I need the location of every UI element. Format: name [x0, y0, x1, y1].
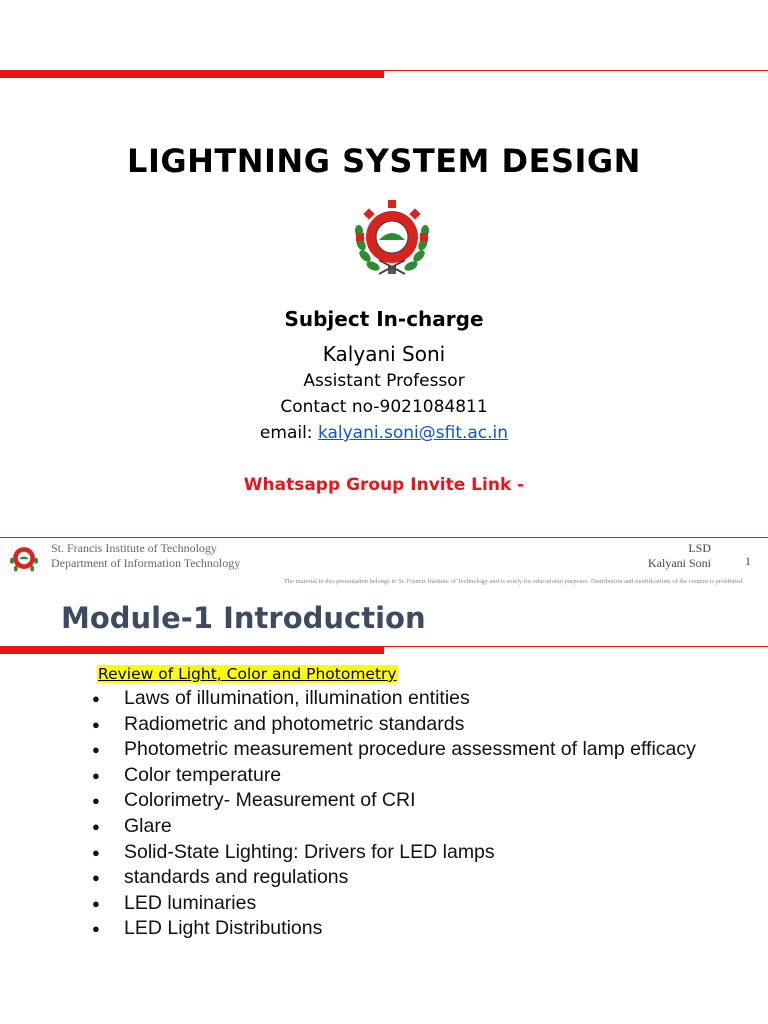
- subject-incharge-label: Subject In-charge: [284, 307, 484, 331]
- list-item: ● LED Light Distributions: [92, 916, 728, 942]
- list-item: ● Photometric measurement procedure assessment of lamp efficacy: [92, 737, 728, 763]
- faculty-designation: Assistant Professor: [303, 371, 465, 391]
- module-accent-bar-thick: [0, 646, 384, 654]
- contact-number: Contact no-9021084811: [280, 397, 488, 417]
- footer-emblem-icon: [8, 542, 40, 574]
- footer-subject-block: [648, 541, 711, 571]
- presentation-title: LIGHTNING SYSTEM DESIGN: [127, 142, 641, 180]
- whatsapp-invite-link[interactable]: Whatsapp Group Invite Link -: [243, 475, 525, 495]
- footer-subject-code: LSD: [688, 541, 711, 555]
- email-label: email:: [259, 423, 318, 443]
- module-accent-bar-thin: [384, 646, 768, 647]
- footer-disclaimer: The material in this presentation belongs to St. Francis Institute of Technology and is solely for educational purposes. Distribution and modifications of the content is prohibited.: [283, 578, 744, 585]
- top-accent-bar-thick: [0, 70, 384, 78]
- page-number: 1: [745, 554, 751, 568]
- list-item: ● Color temperature: [92, 763, 728, 789]
- footer-institute-name: St. Francis Institute of Technology: [51, 541, 217, 555]
- topic-list: [92, 686, 728, 942]
- email-line: [0, 423, 768, 443]
- email-link[interactable]: kalyani.soni@sfit.ac.in: [317, 423, 509, 443]
- list-item: ● Solid-State Lighting: Drivers for LED lamps: [92, 840, 728, 866]
- faculty-name: Kalyani Soni: [322, 342, 446, 366]
- list-item: ● LED luminaries: [92, 891, 728, 917]
- list-item: ● standards and regulations: [92, 865, 728, 891]
- footer-divider: [0, 537, 768, 538]
- list-item: ● Colorimetry- Measurement of CRI: [92, 788, 728, 814]
- top-accent-bar-thin: [384, 70, 768, 71]
- footer-institute-block: [51, 541, 240, 571]
- footer-department-name: Department of Information Technology: [51, 556, 241, 570]
- module-title: Module-1 Introduction: [61, 601, 426, 635]
- list-item: ● Glare: [92, 814, 728, 840]
- footer-author: Kalyani Soni: [648, 556, 711, 570]
- section-heading: Review of Light, Color and Photometry: [98, 665, 397, 683]
- list-item: ● Radiometric and photometric standards: [92, 712, 728, 738]
- college-emblem-icon: [351, 196, 433, 278]
- list-item: ● Laws of illumination, illumination entities: [92, 686, 728, 712]
